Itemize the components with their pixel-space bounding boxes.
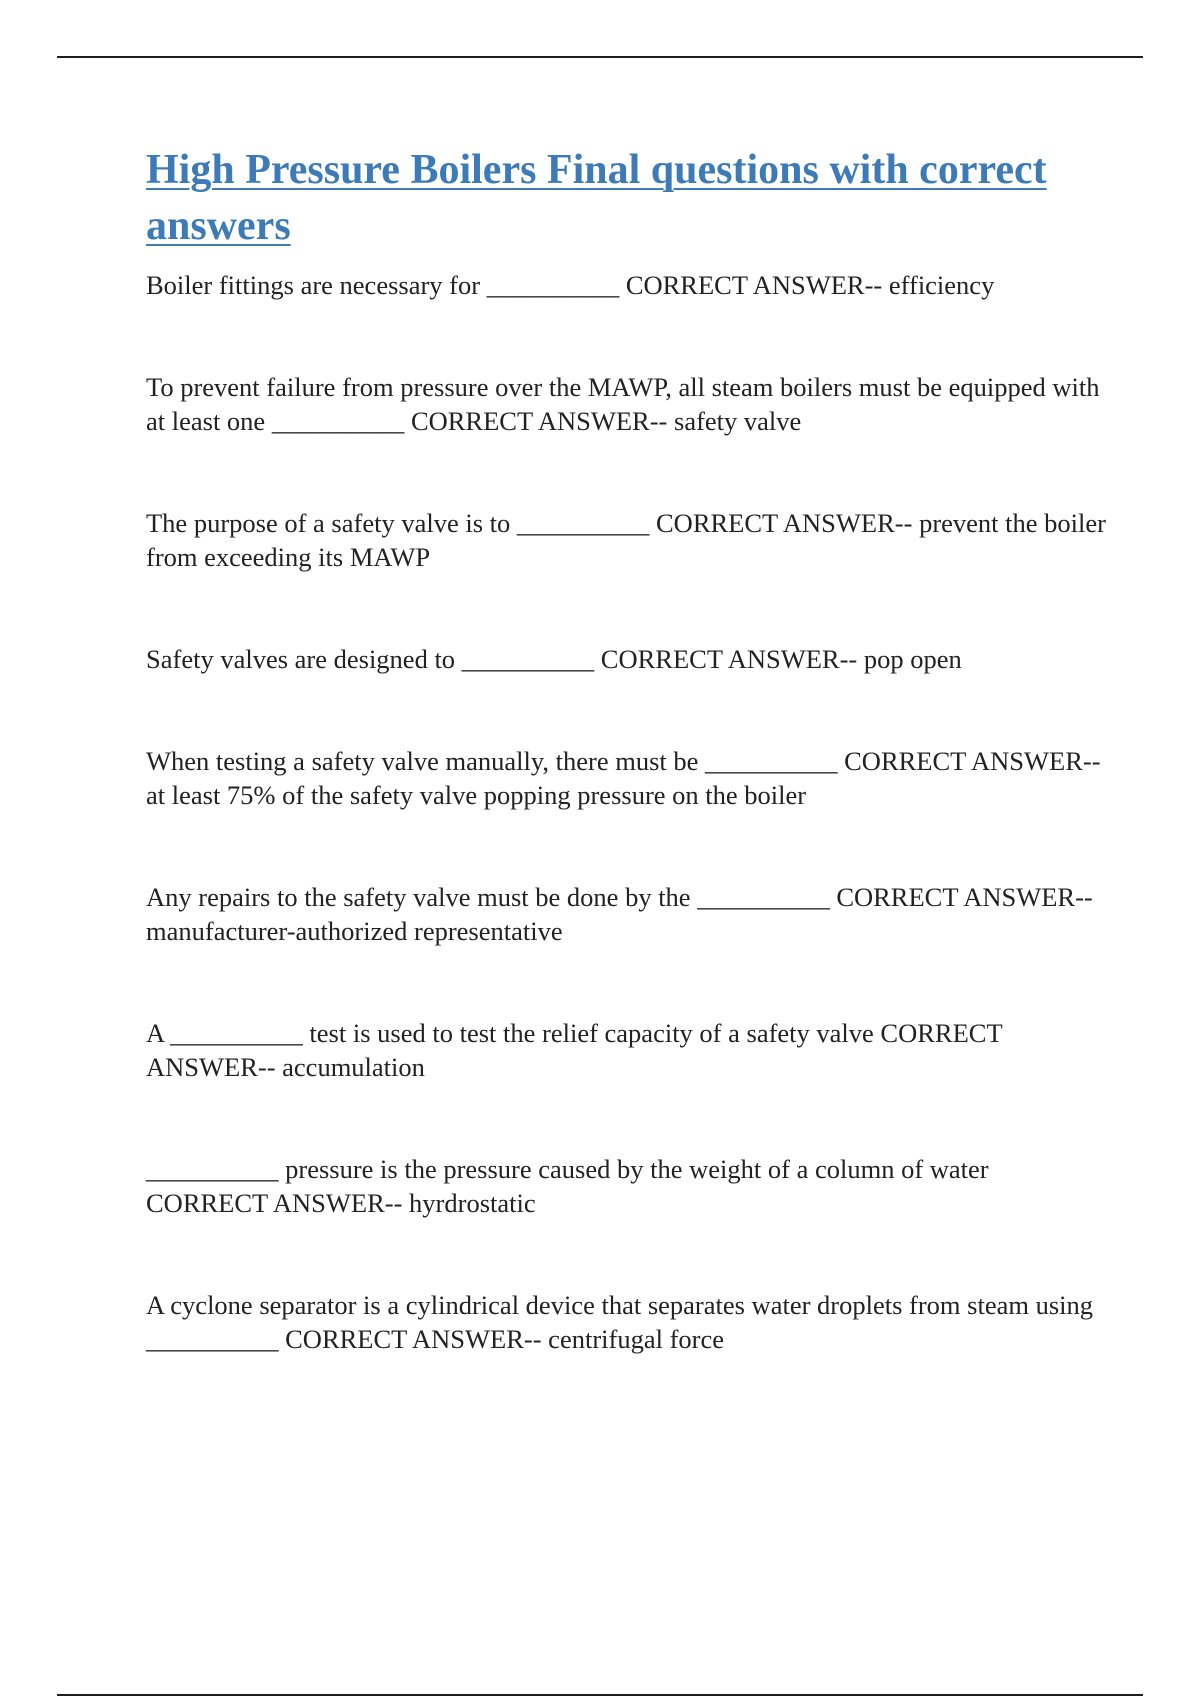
bottom-rule xyxy=(57,1694,1143,1696)
question-item: A cyclone separator is a cylindrical device that separates water droplets from steam using __________ CORRECT ANSWER-- centrifugal force xyxy=(146,1290,1094,1354)
question-item: __________ pressure is the pressure caused by the weight of a column of water CORRECT ANSWER-- hyrdrostatic xyxy=(146,1154,989,1218)
question-item: Any repairs to the safety valve must be done by the __________ CORRECT ANSWER-- manufacturer-authorized representative xyxy=(146,882,1093,946)
question-item: To prevent failure from pressure over the MAWP, all steam boilers must be equipped with at least one __________ CORRECT ANSWER-- safety valve xyxy=(146,372,1100,436)
top-rule xyxy=(57,56,1143,58)
question-item: Boiler fittings are necessary for __________ CORRECT ANSWER-- efficiency xyxy=(146,270,995,300)
question-item: A __________ test is used to test the relief capacity of a safety valve CORRECT ANSWER-- accumulation xyxy=(146,1018,1003,1082)
question-item: Safety valves are designed to __________ CORRECT ANSWER-- pop open xyxy=(146,644,962,674)
question-item: When testing a safety valve manually, there must be __________ CORRECT ANSWER-- at least 75% of the safety valve popping pressure on the boiler xyxy=(146,746,1101,810)
question-item: The purpose of a safety valve is to __________ CORRECT ANSWER-- prevent the boiler from exceeding its MAWP xyxy=(146,508,1106,572)
document-body xyxy=(146,142,1106,1424)
document-title: High Pressure Boilers Final questions with correct answers xyxy=(146,147,1047,249)
